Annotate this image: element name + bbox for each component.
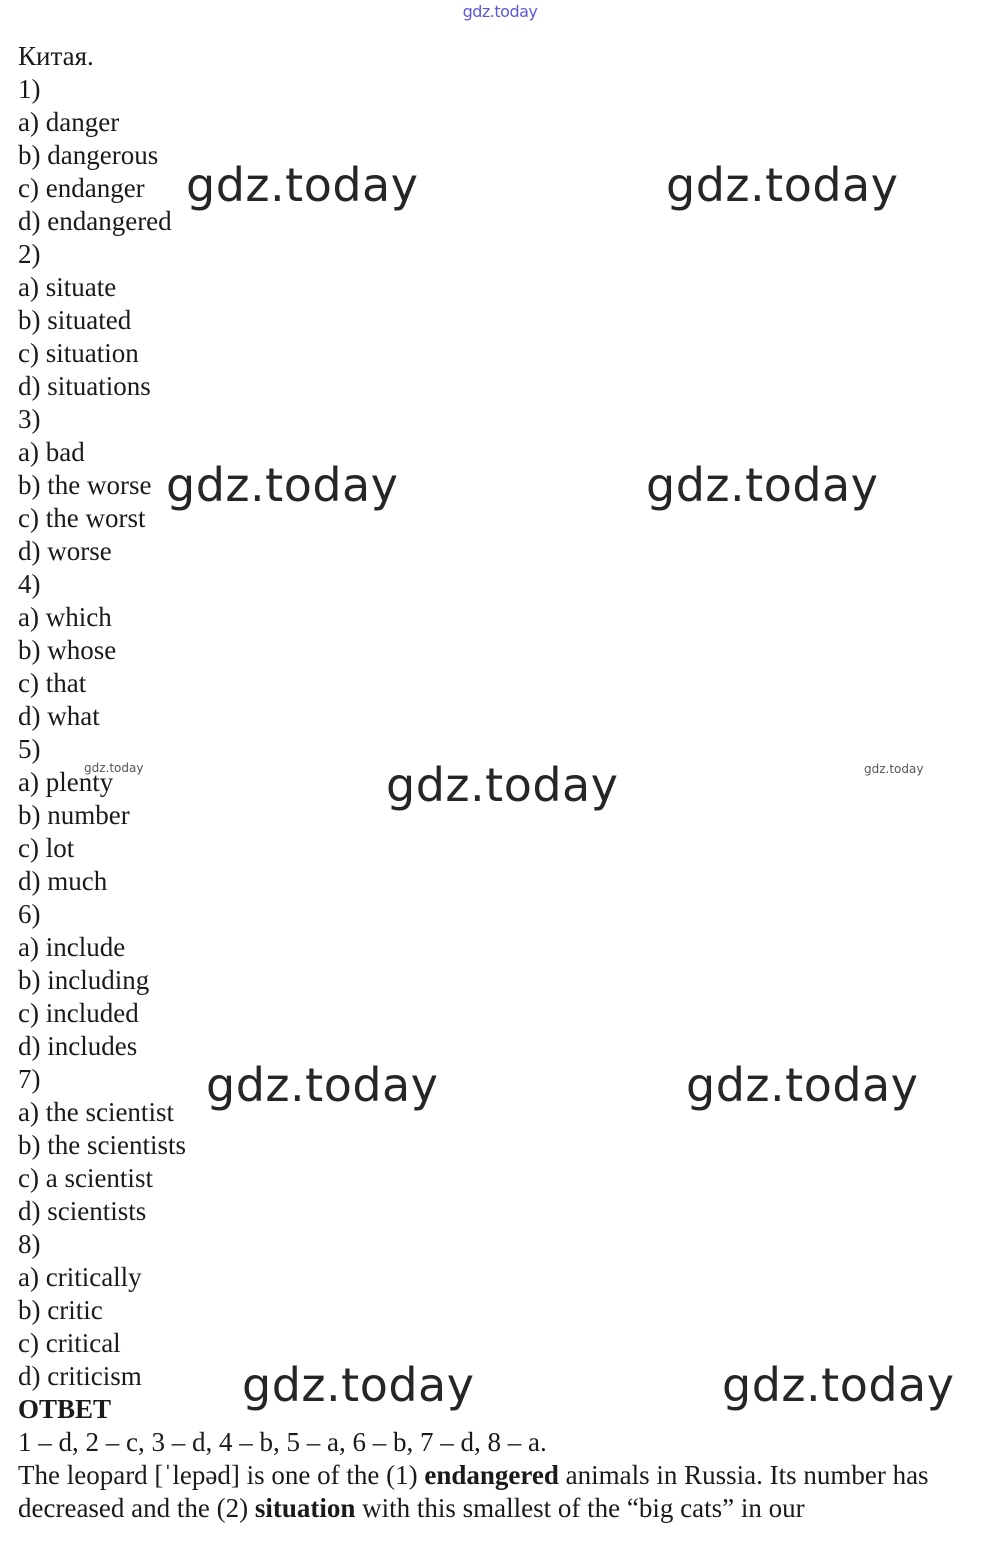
watermark: gdz.today — [242, 1358, 475, 1412]
watermark: gdz.today — [722, 1358, 955, 1412]
question-number: 6) — [18, 899, 41, 929]
answer-heading: ОТВЕТ — [18, 1394, 112, 1424]
question-number: 8) — [18, 1229, 41, 1259]
option-d: d) includes — [18, 1031, 138, 1061]
intro-text: Китая. — [18, 41, 94, 71]
option-d: d) worse — [18, 536, 112, 566]
watermark: gdz.today — [166, 458, 399, 512]
option-c: c) critical — [18, 1328, 121, 1358]
answer-word-2: situation — [254, 1493, 356, 1523]
question-number: 1) — [18, 74, 41, 104]
question-number: 3) — [18, 404, 41, 434]
watermark: gdz.today — [666, 158, 899, 212]
option-a: a) which — [18, 602, 112, 632]
paragraph-text-3: with this smallest of the “big cats” in our — [355, 1493, 805, 1523]
watermark: gdz.today — [646, 458, 879, 512]
option-a: a) danger — [18, 107, 120, 137]
option-c: c) a scientist — [18, 1163, 153, 1193]
option-b: b) including — [18, 965, 150, 995]
question-number: 7) — [18, 1064, 41, 1094]
watermark: gdz.today — [686, 1058, 919, 1112]
option-c: c) included — [18, 998, 139, 1028]
option-d: d) scientists — [18, 1196, 147, 1226]
option-a: a) situate — [18, 272, 117, 302]
answer-paragraph — [18, 1459, 978, 1525]
option-c: c) situation — [18, 338, 139, 368]
paragraph-text-2: animals in Russia. Its number has decreased and the (2) — [18, 1460, 929, 1523]
question-2 — [18, 238, 978, 403]
option-b: b) number — [18, 800, 130, 830]
question-number: 4) — [18, 569, 41, 599]
option-a: a) include — [18, 932, 126, 962]
option-c: c) that — [18, 668, 87, 698]
option-b: b) the scientists — [18, 1130, 186, 1160]
question-4 — [18, 568, 978, 733]
option-a: a) the scientist — [18, 1097, 174, 1127]
question-number: 5) — [18, 734, 41, 764]
answer-key: 1 – d, 2 – c, 3 – d, 4 – b, 5 – a, 6 – b, 7 – d, 8 – a. — [18, 1427, 547, 1457]
option-a: a) critically — [18, 1262, 142, 1292]
option-c: c) endanger — [18, 173, 145, 203]
option-b: b) dangerous — [18, 140, 159, 170]
option-b: b) the worse — [18, 470, 152, 500]
watermark: gdz.today — [186, 158, 419, 212]
question-1 — [18, 73, 978, 238]
top-watermark: gdz.today — [462, 2, 538, 21]
paragraph-text-1: The leopard [ˈlepəd] is one of the (1) — [18, 1460, 425, 1490]
watermark: gdz.today — [386, 758, 619, 812]
answer-word-1: endangered — [424, 1460, 559, 1490]
option-b: b) critic — [18, 1295, 103, 1325]
watermark: gdz.today — [206, 1058, 439, 1112]
option-d: d) endangered — [18, 206, 172, 236]
option-c: c) the worst — [18, 503, 146, 533]
option-d: d) what — [18, 701, 100, 731]
option-c: c) lot — [18, 833, 75, 863]
option-d: d) criticism — [18, 1361, 142, 1391]
question-number: 2) — [18, 239, 41, 269]
option-d: d) situations — [18, 371, 151, 401]
option-a: a) plenty — [18, 767, 114, 797]
small-watermark: gdz.today — [84, 761, 144, 775]
option-b: b) whose — [18, 635, 117, 665]
option-b: b) situated — [18, 305, 132, 335]
question-6 — [18, 898, 978, 1063]
option-a: a) bad — [18, 437, 85, 467]
option-d: d) much — [18, 866, 108, 896]
small-watermark: gdz.today — [864, 762, 924, 776]
